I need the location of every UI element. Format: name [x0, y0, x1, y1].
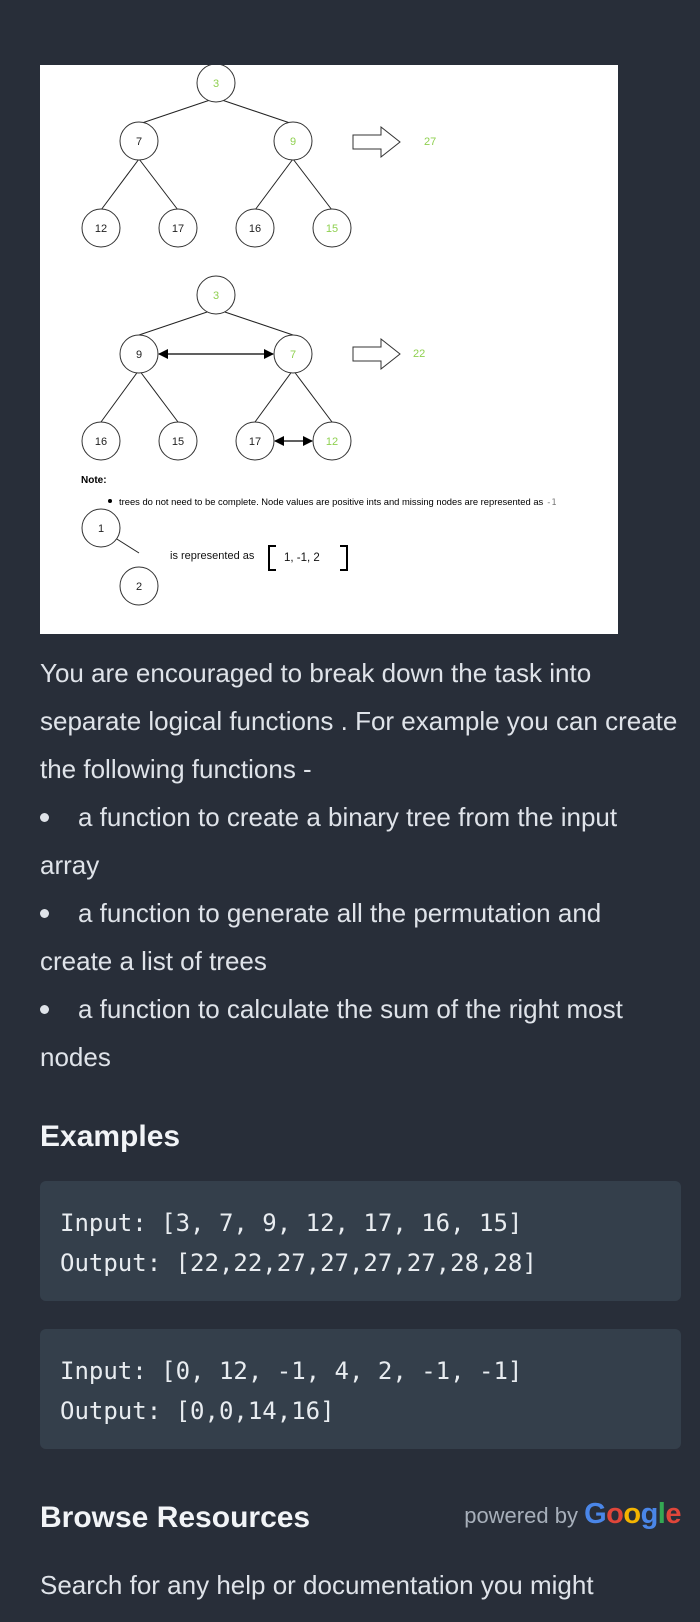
- tree-node: [82, 209, 120, 247]
- tree-node: [313, 422, 351, 460]
- function-suggestions-list: [40, 793, 680, 1081]
- close-bracket: [340, 546, 347, 570]
- svg-text:15: 15: [325, 223, 339, 235]
- tree-node: [120, 567, 158, 605]
- svg-text:3: 3: [212, 290, 220, 302]
- google-logo: Google: [584, 1498, 681, 1530]
- svg-text:7: 7: [289, 349, 297, 361]
- powered-by-google: [464, 1497, 681, 1533]
- open-bracket: [269, 546, 276, 570]
- svg-text:16: 16: [94, 436, 108, 448]
- svg-text:12: 12: [325, 436, 339, 448]
- tree-1-result: 27: [424, 136, 437, 148]
- tree-node: [159, 422, 197, 460]
- svg-text:7: 7: [135, 136, 143, 148]
- array-representation: 1, -1, 2: [284, 552, 320, 564]
- bullet-icon: [40, 909, 49, 918]
- example-code-block: [40, 1181, 681, 1301]
- tree-node: [120, 122, 158, 160]
- example-code-block: [40, 1329, 681, 1449]
- svg-text:2: 2: [135, 581, 143, 593]
- list-item: a function to generate all the permutation and create a list of trees: [40, 898, 602, 976]
- tree-node: [82, 422, 120, 460]
- note-title: Note:: [81, 475, 107, 486]
- tree-node: [120, 335, 158, 373]
- tree-2-result: 22: [413, 348, 426, 360]
- tree-node: [236, 422, 274, 460]
- bullet-icon: [40, 813, 49, 822]
- example-input: Input: [3, 7, 9, 12, 17, 16, 15]: [60, 1209, 523, 1237]
- tree-node: [197, 276, 235, 314]
- svg-text:12: 12: [94, 223, 108, 235]
- browse-resources-heading: Browse Resources: [40, 1501, 311, 1534]
- example-input: Input: [0, 12, -1, 4, 2, -1, -1]: [60, 1357, 523, 1385]
- tree-node: [274, 335, 312, 373]
- tree-node: [313, 209, 351, 247]
- task-description: [40, 649, 680, 1081]
- svg-text:15: 15: [171, 436, 185, 448]
- tree-1: [82, 65, 436, 247]
- svg-text:17: 17: [171, 223, 185, 235]
- tree-node: [274, 122, 312, 160]
- svg-text:9: 9: [135, 349, 143, 361]
- arrow-right-icon: [353, 127, 400, 157]
- tree-node: [236, 209, 274, 247]
- note-section: [81, 475, 556, 605]
- example-output: Output: [0,0,14,16]: [60, 1397, 335, 1425]
- note-text: trees do not need to be complete. Node values are positive ints and missing nodes are represented as -1: [119, 496, 557, 508]
- examples-heading: Examples: [40, 1120, 181, 1153]
- svg-text:1: 1: [97, 523, 105, 535]
- intro-text: You are encouraged to break down the task into separate logical functions . For example you can create the following functions -: [40, 658, 678, 784]
- search-help-text: Search for any help or documentation you might: [40, 1570, 594, 1600]
- tree-node: [159, 209, 197, 247]
- svg-text:3: 3: [212, 78, 220, 90]
- tree-2: [82, 276, 425, 460]
- tree-node: [197, 65, 235, 102]
- binary-tree-diagram: [40, 65, 618, 634]
- bullet-icon: [40, 1005, 49, 1014]
- tree-node: [82, 509, 120, 547]
- list-item: a function to create a binary tree from the input array: [40, 802, 618, 880]
- arrow-right-icon: [353, 339, 400, 369]
- powered-by-label: powered by: [464, 1503, 578, 1528]
- represented-as-label: is represented as: [170, 550, 255, 562]
- svg-text:16: 16: [248, 223, 262, 235]
- bullet-dot: [108, 499, 112, 503]
- example-output: Output: [22,22,27,27,27,27,28,28]: [60, 1249, 537, 1277]
- svg-text:17: 17: [248, 436, 262, 448]
- svg-text:9: 9: [289, 136, 297, 148]
- list-item: a function to calculate the sum of the right most nodes: [40, 994, 623, 1072]
